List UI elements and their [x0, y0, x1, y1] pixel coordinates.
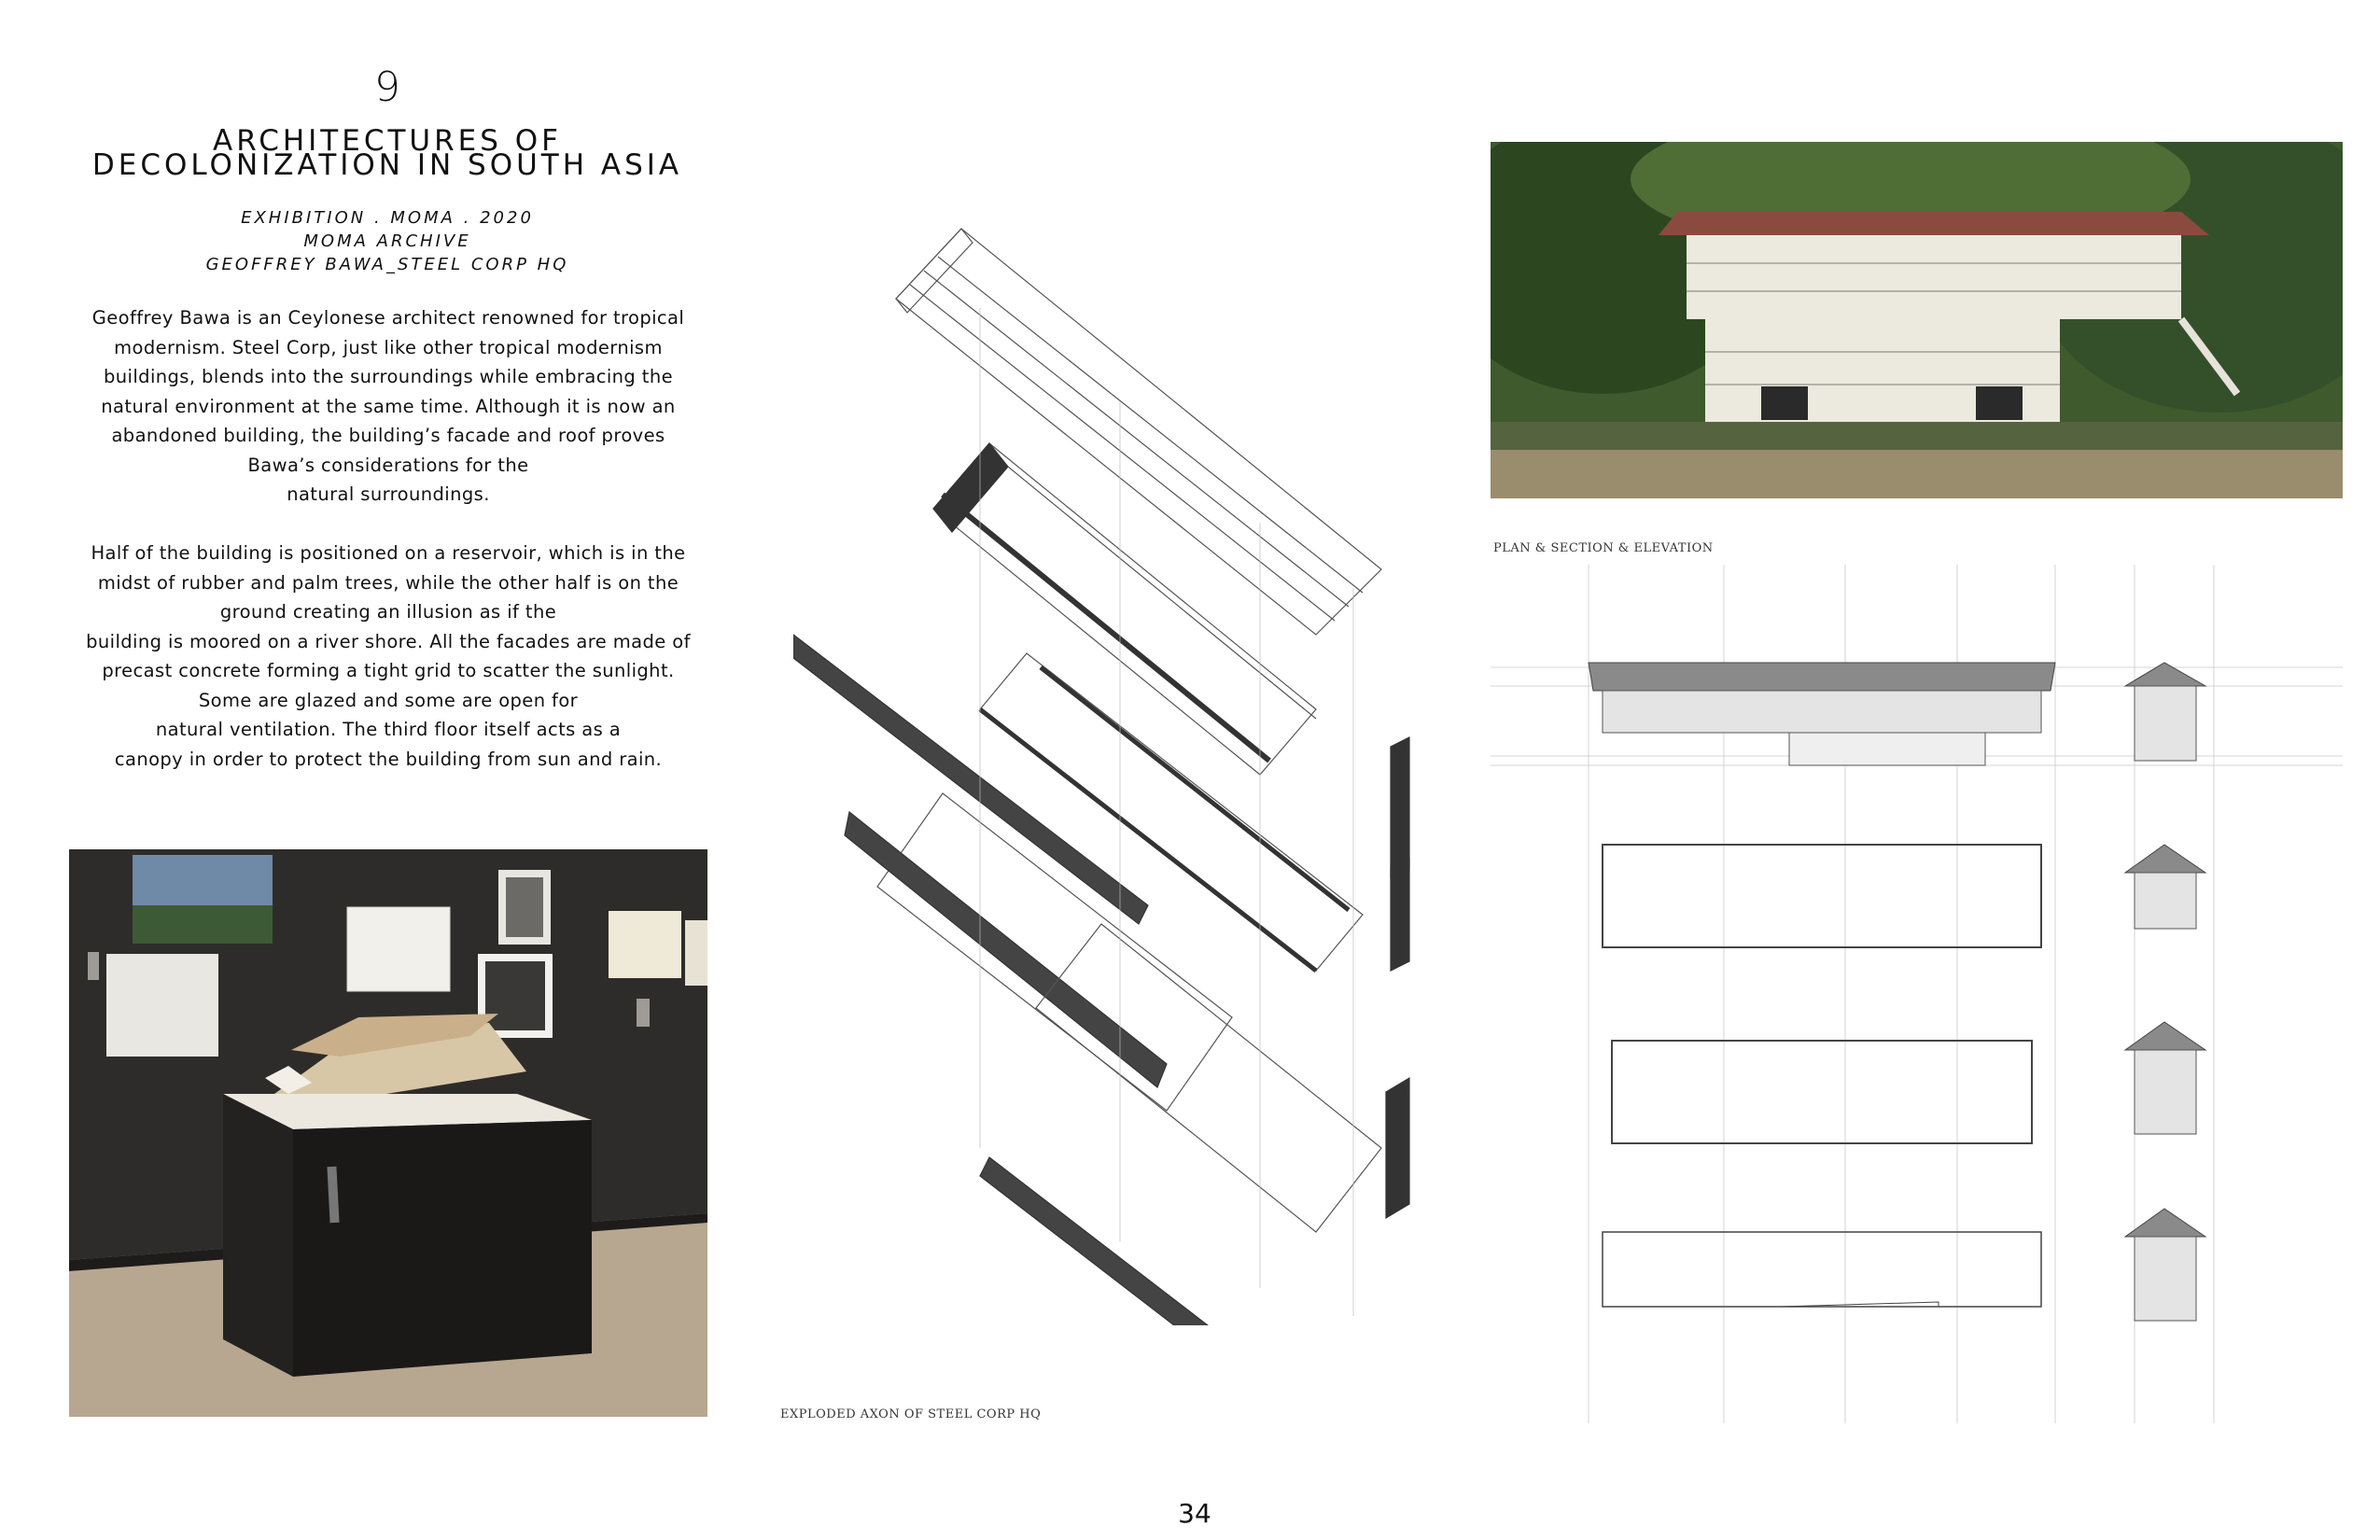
subtitle-archive: MOMA ARCHIVE — [303, 231, 471, 251]
page-number: 34 — [1178, 1498, 1211, 1529]
text-line: natural environment at the same time. Although it is now an — [101, 395, 676, 417]
subtitle-project: GEOFFREY BAWA_STEEL CORP HQ — [205, 255, 569, 274]
text-line: canopy in order to protect the building from sun and rain. — [114, 748, 663, 770]
title-line-1: ARCHITECTURES OF — [213, 124, 562, 158]
exploded-axon-drawing — [793, 215, 1447, 1325]
text-line: Half of the building is positioned on a reservoir, which is in the — [91, 542, 686, 564]
chapter-number: 9 — [374, 63, 400, 111]
plan-section-elevation-drawing — [1491, 565, 2343, 1423]
text-line: natural ventilation. The third floor itself acts as a — [155, 719, 622, 740]
text-line: natural surroundings. — [287, 483, 490, 505]
building-photo-illustration — [1491, 142, 2343, 498]
body-paragraph-2 — [58, 539, 719, 774]
body-paragraph-1 — [58, 303, 719, 510]
text-line: abandoned building, the building’s facade and roof proves — [111, 425, 665, 446]
text-line: buildings, blends into the surroundings while embracing the — [104, 366, 673, 387]
text-line: building is moored on a river shore. All the facades are made of — [86, 630, 691, 652]
title-line-2: DECOLONIZATION IN SOUTH ASIA — [91, 148, 683, 182]
text-line: precast concrete forming a tight grid to scatter the sunlight. — [102, 660, 675, 681]
text-line: Some are glazed and some are open for — [198, 689, 579, 711]
plan-caption: PLAN & SECTION & ELEVATION — [1493, 541, 1714, 555]
exhibition-photo-illustration — [69, 849, 707, 1417]
building-photo — [1491, 142, 2343, 498]
plan-illustration — [1491, 565, 2343, 1423]
text-line: ground creating an illusion as if the — [219, 601, 557, 623]
text-line: midst of rubber and palm trees, while the other half is on the — [97, 571, 679, 594]
subtitle-exhibition: EXHIBITION . MOMA . 2020 — [241, 208, 534, 228]
exhibition-photo — [69, 849, 707, 1417]
text-line: modernism. Steel Corp, just like other tropical modernism — [114, 336, 663, 358]
axon-caption: EXPLODED AXON OF STEEL CORP HQ — [780, 1407, 1042, 1421]
text-line: Bawa’s considerations for the — [247, 454, 529, 476]
page-title — [56, 124, 719, 182]
axon-illustration — [793, 215, 1447, 1325]
text-line: Geoffrey Bawa is an Ceylonese architect renowned for tropical — [91, 307, 685, 329]
